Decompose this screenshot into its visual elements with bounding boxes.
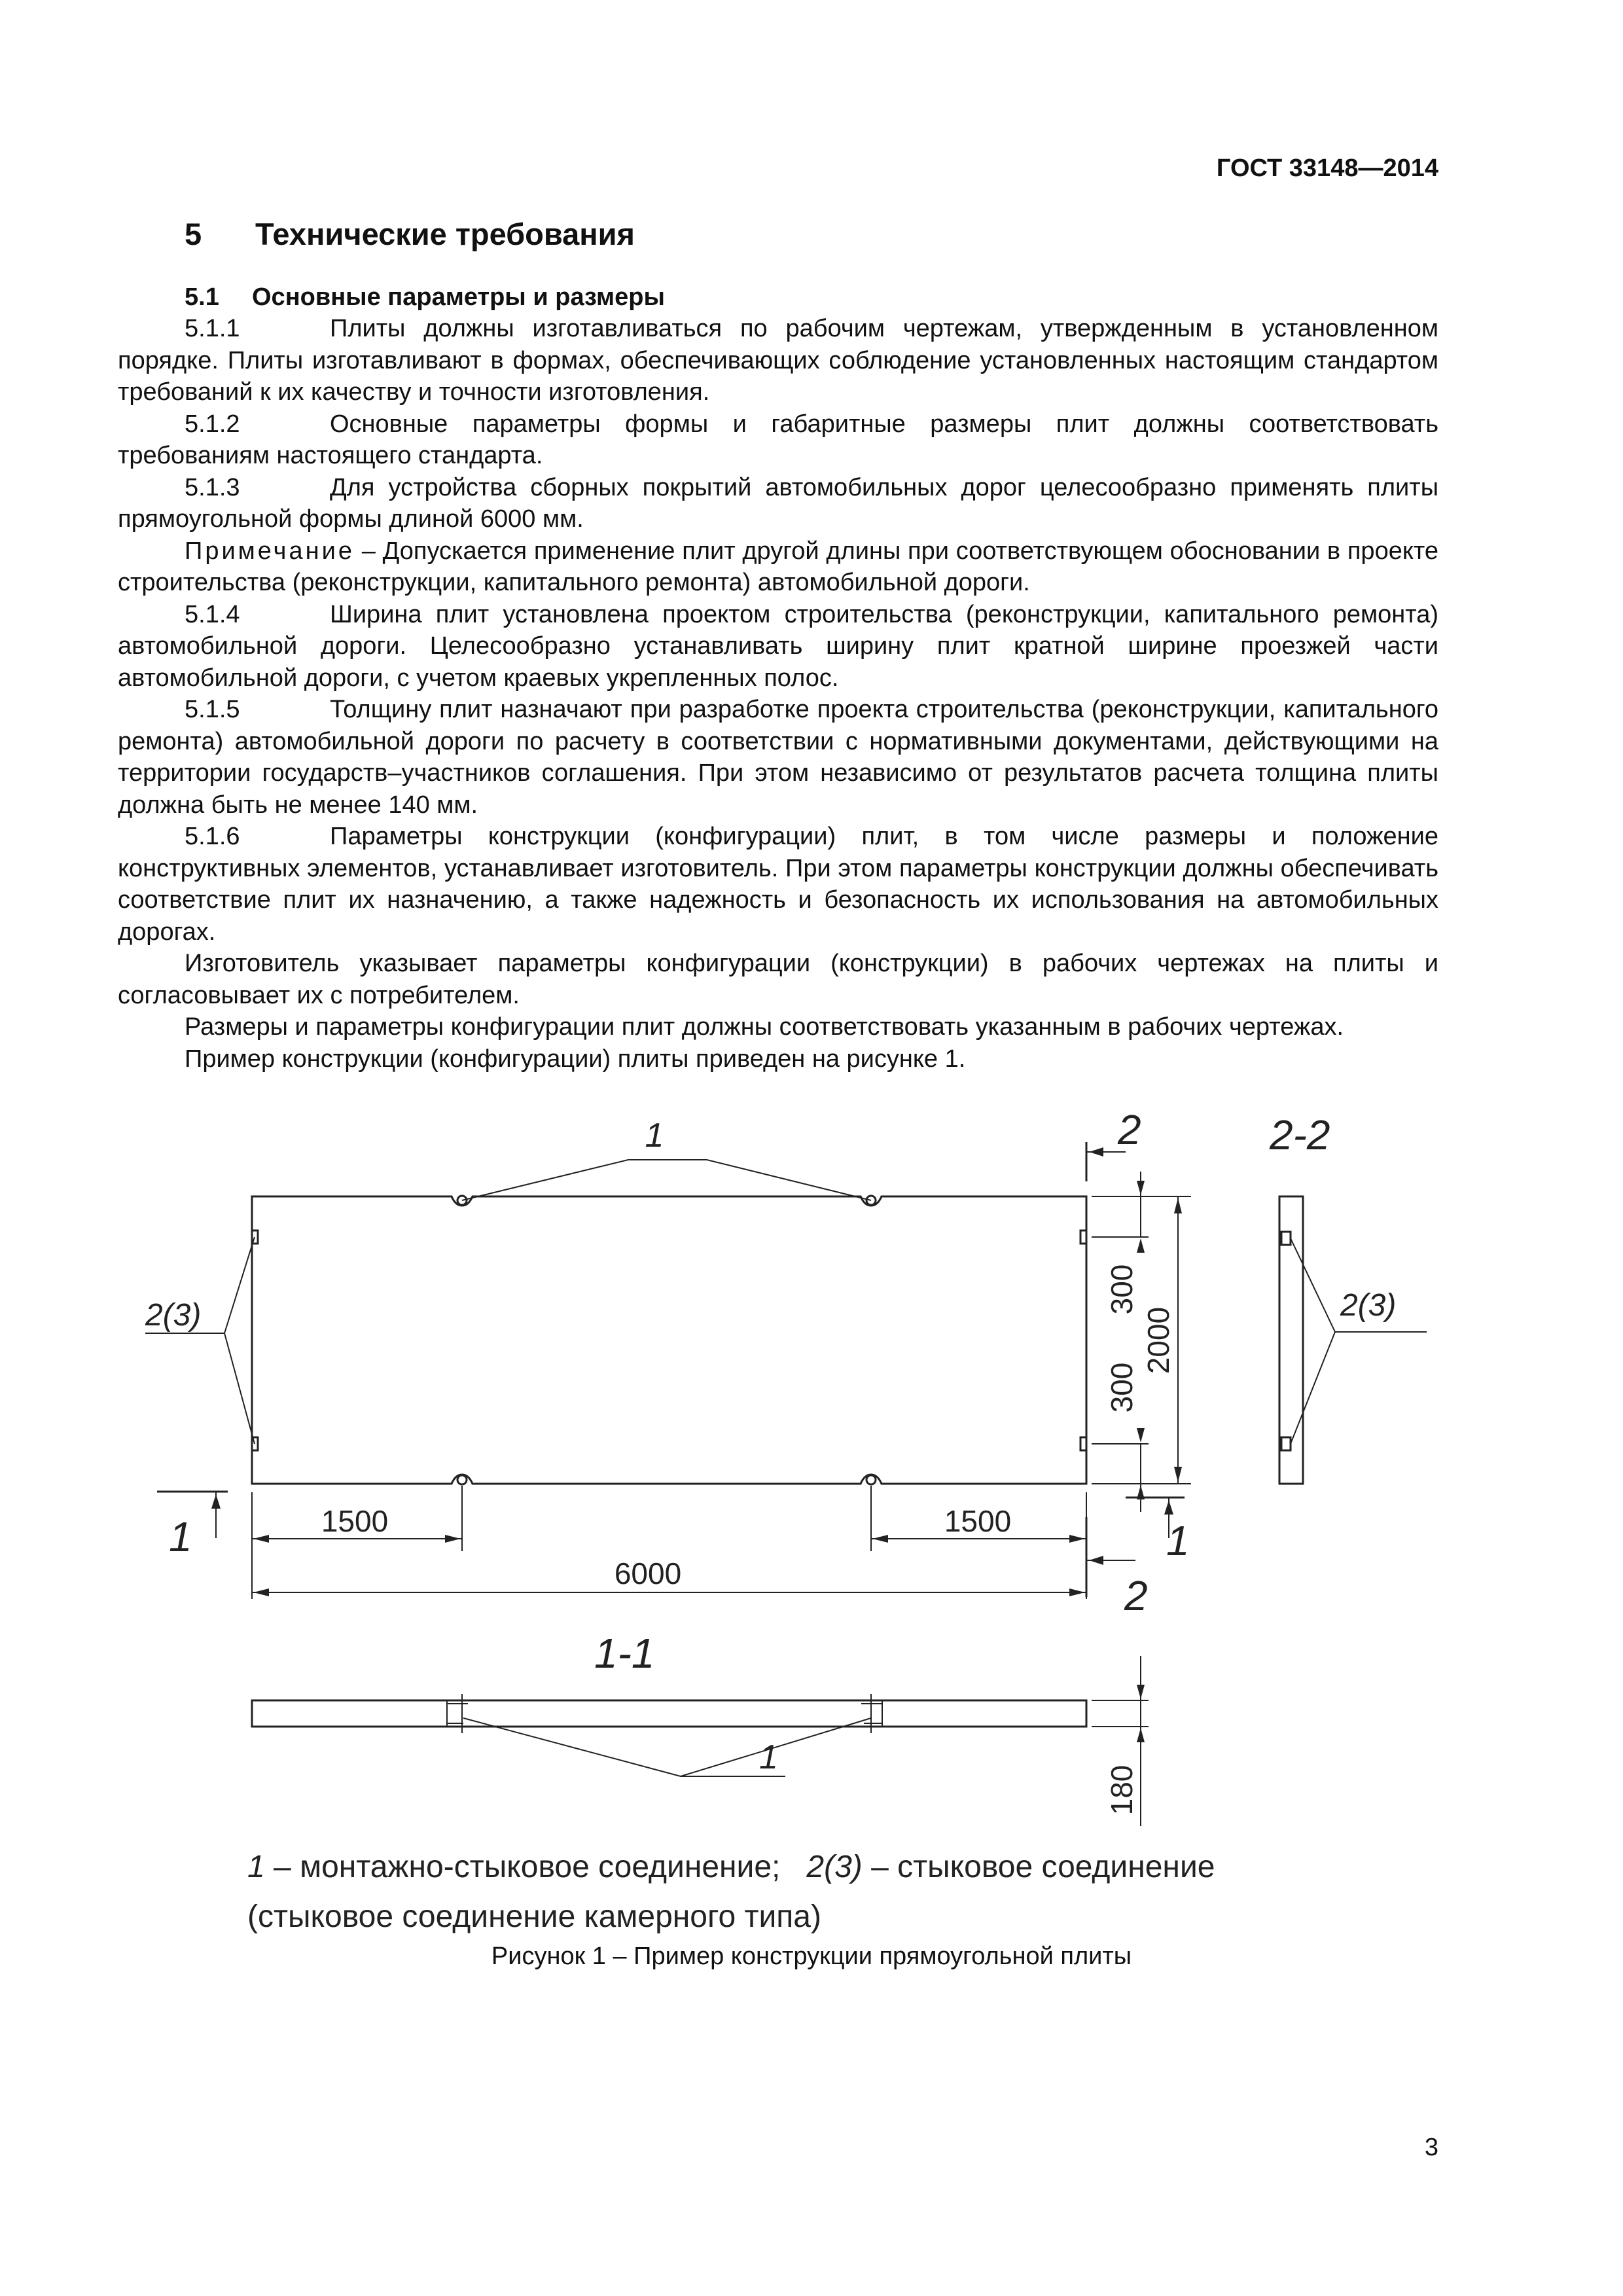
- dim-1500-left: [252, 1486, 462, 1599]
- section-2-2-view: [1269, 1111, 1427, 1484]
- leader-joints: [462, 1160, 871, 1200]
- subsection-number: 5.1: [185, 283, 219, 311]
- document-code: ГОСТ 33148—2014: [1216, 154, 1438, 182]
- subsection-title: Основные параметры и размеры: [252, 283, 665, 311]
- note-text: – Допускается применение плит другой длины при соответствующем обосновании в проекте строительства (реконструкции, капитального ремонта) автомобильной дороги.: [118, 537, 1438, 596]
- joint-bottom-right: [866, 1475, 876, 1484]
- plate-outline: [252, 1196, 1086, 1484]
- dim-300-upper: [1137, 1172, 1145, 1253]
- label-section-2-top: 2: [1118, 1106, 1141, 1153]
- legend-item2-text: – стыковое соединение: [871, 1850, 1215, 1884]
- plan-view: [145, 1106, 1191, 1619]
- clause-text: Основные параметры формы и габаритные размеры плит должны соответствовать требованиям настоящего стандарта.: [118, 410, 1438, 469]
- leader-butt-left-2: [224, 1333, 255, 1444]
- clause-text: Ширина плит установлена проектом строительства (реконструкции, капитального ремонта) автомобильной дороги. Целесообразно устанавливать ширину плит кратной ширине проезжей части автомобильной дороги, с учетом краевых укрепленных полос.: [118, 600, 1438, 692]
- dim-300-upper-value: 300: [1105, 1264, 1139, 1315]
- section-1-right-arrowhead: [1164, 1500, 1173, 1515]
- dim-1500-left-value: 1500: [321, 1504, 389, 1538]
- paragraph-figure-ref: Пример конструкции (конфигурации) плиты приведен на рисунке 1.: [185, 1045, 966, 1073]
- dim-6000-value: 6000: [614, 1556, 682, 1590]
- label-section-1-right: 1: [1166, 1517, 1190, 1564]
- section-2-2-butt-upper: [1281, 1232, 1291, 1245]
- label-butt-right: 2(3): [1340, 1288, 1397, 1323]
- label-section-1-1: 1-1: [594, 1630, 655, 1677]
- figure-caption: Рисунок 1 – Пример конструкции прямоугольной плиты: [491, 1943, 1132, 1970]
- clause-number: 5.1.6: [185, 823, 240, 850]
- figure-legend: [247, 1842, 1215, 1942]
- section-2-2-butt-lower: [1281, 1437, 1291, 1450]
- label-butt-left: 2(3): [145, 1298, 202, 1333]
- legend-item2-mark: 2(3): [806, 1850, 863, 1884]
- label-section-2-2: 2-2: [1270, 1111, 1330, 1158]
- clause-number: 5.1.4: [185, 600, 240, 628]
- legend-item1-text: – монтажно-стыковое соединение;: [274, 1850, 781, 1884]
- dim-180-value: 180: [1105, 1765, 1139, 1816]
- dim-300-lower: [1137, 1428, 1145, 1512]
- note-label: Примечание: [185, 537, 355, 565]
- section-1-1-joint-left: [447, 1700, 468, 1727]
- section-title: Технические требования: [255, 217, 635, 251]
- clause-text: Для устройства сборных покрытий автомобильных дорог целесообразно применять плиты прямоугольной формы длиной 6000 мм.: [118, 473, 1438, 533]
- clause-number: 5.1.1: [185, 315, 240, 342]
- legend-line-2: (стыковое соединение камерного типа): [247, 1899, 821, 1934]
- clause-number: 5.1.3: [185, 473, 240, 501]
- paragraph-dimensions: Размеры и параметры конфигурации плит должны соответствовать указанным в рабочих чертежах.: [185, 1013, 1344, 1041]
- dim-1500-right-value: 1500: [944, 1504, 1012, 1538]
- section-2-bottom-arrowhead: [1089, 1556, 1103, 1565]
- label-section-1-left: 1: [169, 1513, 192, 1560]
- section-number: 5: [185, 217, 202, 251]
- section-1-left-arrowhead: [211, 1494, 221, 1509]
- leader-butt-right-2: [1291, 1332, 1335, 1444]
- clause-text: Плиты должны изготавливаться по рабочим чертежам, утвержденным в установленном порядке. Плиты изготавливают в формах, обеспечивающих соблюдение установленных настоящим стандартом требований к их качеству и точности изготовления.: [118, 315, 1438, 406]
- dim-2000-value: 2000: [1141, 1306, 1175, 1374]
- clause-number: 5.1.5: [185, 696, 240, 723]
- legend-item1-mark: 1: [247, 1850, 265, 1884]
- section-1-1-view: [252, 1630, 1149, 1826]
- label-joint: 1: [645, 1117, 664, 1155]
- legend-line-1: [247, 1842, 1215, 1892]
- paragraph-manufacturer: Изготовитель указывает параметры конфигурации (конструкции) в рабочих чертежах на плиты и согласовывает их с потребителем.: [118, 950, 1438, 1009]
- dim-1500-right: [871, 1486, 1086, 1599]
- dim-300-lower-value: 300: [1105, 1362, 1139, 1413]
- butt-right-lower: [1080, 1437, 1086, 1450]
- butt-right-upper: [1080, 1230, 1086, 1244]
- clause-number: 5.1.2: [185, 410, 240, 438]
- clause-text: Толщину плит назначают при разработке проекта строительства (реконструкции, капитального ремонта) автомобильной дороги по расчету в соответствии с нормативными документами, действующими на территории государств–участников соглашения. При этом независимо от результатов расчета толщина плиты должна быть не менее 140 мм.: [118, 696, 1438, 819]
- joint-bottom-left: [457, 1475, 467, 1484]
- section-2-top-arrowhead: [1089, 1147, 1103, 1157]
- label-section-2-bottom: 2: [1124, 1572, 1148, 1619]
- label-joint-section: 1: [759, 1738, 778, 1776]
- page-number: 3: [1424, 2134, 1438, 2161]
- section-1-1-outline: [252, 1700, 1086, 1727]
- clause-text: Параметры конструкции (конфигурации) плит, в том числе размеры и положение конструктивных элементов, устанавливает изготовитель. При этом параметры конструкции должны обеспечивать соответствие плит их назначению, а также надежность и безопасность их использования на автомобильных дорогах.: [118, 823, 1438, 946]
